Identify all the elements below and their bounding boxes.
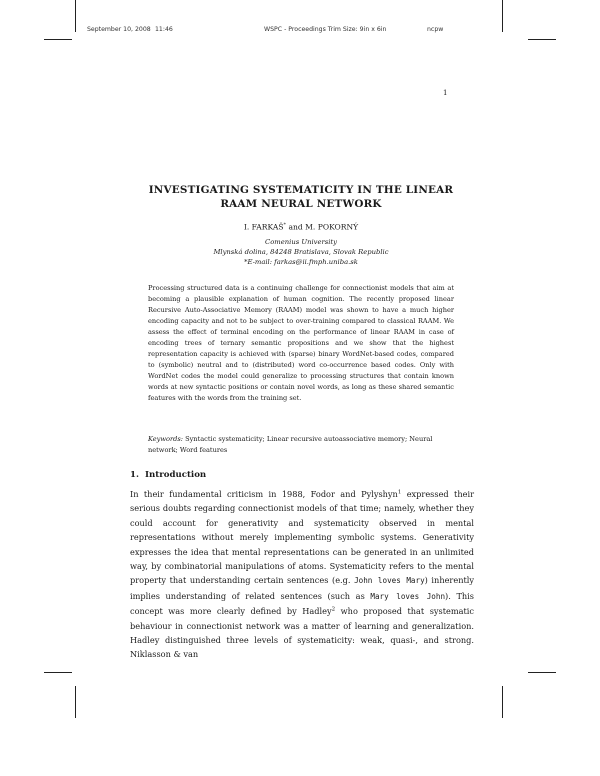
ref-2: 2 <box>331 606 336 613</box>
intro-text-2: expressed their serious doubts regarding connectionist models of that time; namely, whether they could account for generativity and systematicity observed in mental representations without merely implementing symbolic systems. Generativity expresses the idea that mental representations can be generated in an unlimited way, by combinatorial manipulations of atoms. Systematicity refers to the mental property that understanding certain sentences (e.g. <box>130 489 474 586</box>
header-time: 11:46 <box>155 26 173 33</box>
crop-mark-bottom-left-h <box>44 672 72 673</box>
crop-mark-bottom-left <box>75 686 76 718</box>
crop-mark-top-left-h <box>44 39 72 40</box>
author-1: I. FARKAŠ <box>243 222 284 232</box>
authors <box>130 222 472 232</box>
affiliation-university: Comenius University <box>265 238 337 246</box>
title-line-2: RAAM NEURAL NETWORK <box>220 198 382 210</box>
author-1-mark: * <box>283 222 287 228</box>
intro-text-3: ) inherently implies understanding of related sentences (such as <box>130 575 474 601</box>
crop-mark-bottom-right-h <box>528 672 556 673</box>
crop-mark-top-left <box>75 0 76 32</box>
intro-text-1: In their fundamental criticism in 1988, Fodor and Pylyshyn <box>130 489 398 499</box>
section-heading <box>130 470 206 480</box>
ref-1: 1 <box>397 489 402 496</box>
header-date: September 10, 2008 <box>87 26 151 33</box>
header-trim-size: WSPC - Proceedings Trim Size: 9in x 6in <box>264 26 387 33</box>
section-title: Introduction <box>144 470 207 480</box>
code-example-1: John loves Mary <box>354 576 425 586</box>
crop-mark-top-right-h <box>528 39 556 40</box>
keywords <box>148 434 454 456</box>
page-number: 1 <box>443 89 448 97</box>
header-file: ncpw <box>427 26 444 33</box>
crop-mark-bottom-right <box>502 686 503 718</box>
author-2: and M. POKORNÝ <box>286 222 359 232</box>
crop-mark-top-right <box>502 0 503 32</box>
abstract: Processing structured data is a continuing challenge for connectionist models that aim at becoming a plausible explanation of human cognition. The recently proposed linear Recursive Auto-Associative Memory (RAAM) model was shown to have a much higher encoding capacity and not to be subject to over-training compared to classical RAAM. We assess the effect of terminal encoding on the performance of linear RAAM in case of encoding trees of ternary semantic propositions and we show that the highest representation capacity is achieved with (sparse) binary WordNet-based codes, compared to (symbolic) neutral and to (distributed) word co-occurrence based codes. Only with WordNet codes the model could generalize to processing structures that contain known words at new syntactic positions or contain novel words, as long as these shared semantic features with the words from the training set. <box>148 284 454 402</box>
intro-text-4: ). This concept was more clearly defined by Hadley <box>130 590 475 617</box>
paper-title <box>130 183 472 211</box>
introduction-paragraph <box>130 487 474 662</box>
keywords-text: Syntactic systematicity; Linear recursive autoassociative memory; Neural network; Word features <box>148 435 433 454</box>
section-number: 1. <box>130 470 139 480</box>
affiliation-address: Mlynská dolina, 84248 Bratislava, Slovak Republic <box>213 248 389 256</box>
keywords-label: Keywords: <box>148 435 183 443</box>
title-line-1: INVESTIGATING SYSTEMATICITY IN THE LINEAR <box>148 184 454 196</box>
code-example-2: Mary loves John <box>370 591 446 601</box>
intro-text-5: who proposed that systematic behaviour in connectionist network was a matter of learning and generalization. Hadley distinguished three levels of systematicity: weak, quasi-, and strong. Niklasson & van <box>130 606 475 660</box>
affiliation-email: *E-mail: farkas@ii.fmph.uniba.sk <box>244 258 358 266</box>
